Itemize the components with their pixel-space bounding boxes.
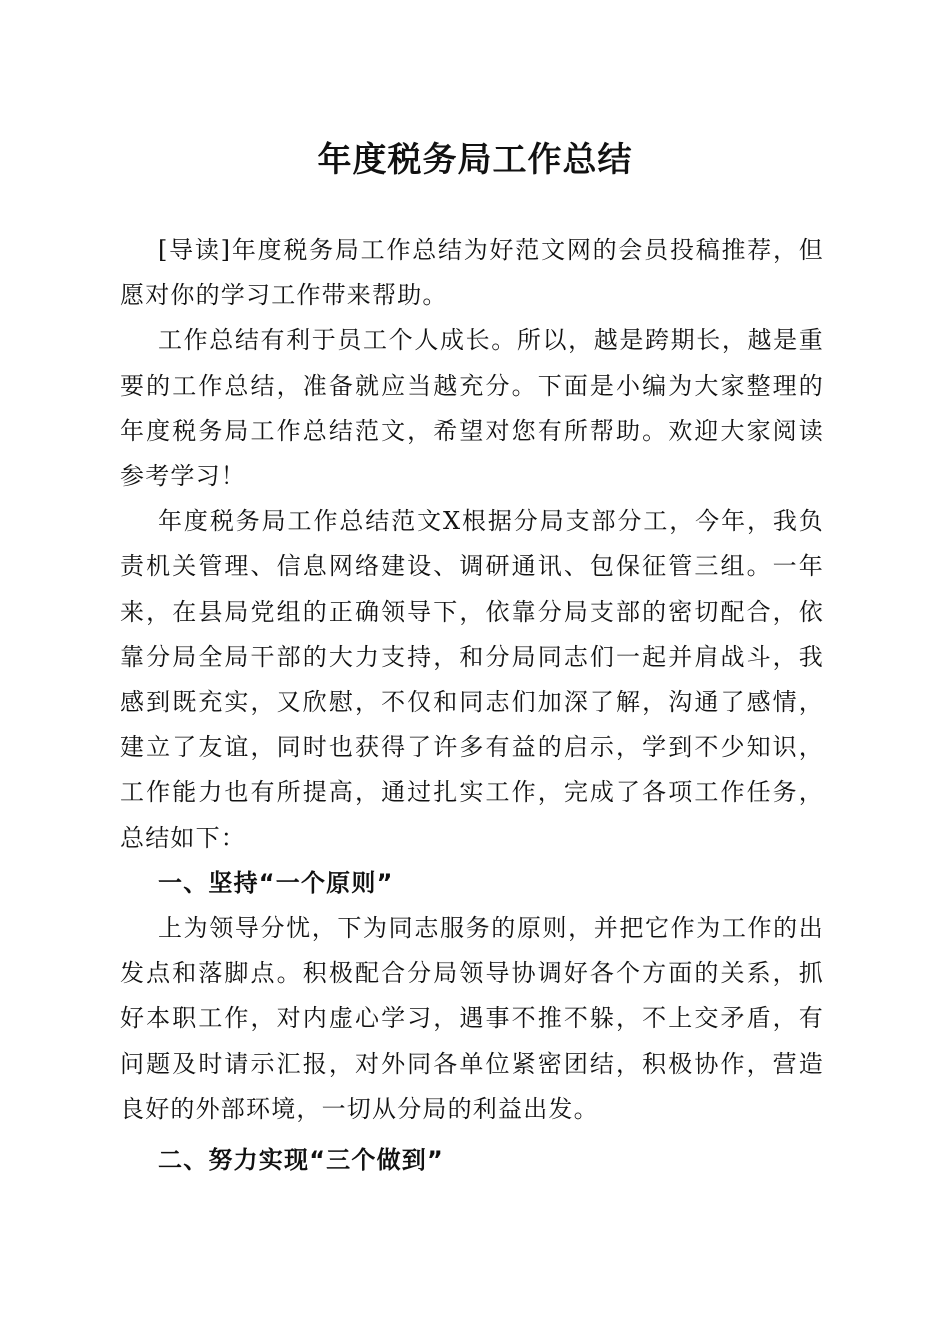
document-body — [120, 228, 824, 1183]
summary-paragraph: 工作总结有利于员工个人成长。所以，越是跨期长，越是重要的工作总结，准备就应当越充分。下面是小编为大家整理的年度税务局工作总结范文，希望对您有所帮助。欢迎大家阅读参考学习！ — [120, 326, 824, 491]
document-title: 年度税务局工作总结 — [317, 140, 633, 180]
main-paragraph: 年度税务局工作总结范文X根据分局支部分工，今年，我负责机关管理、信息网络建设、调研通讯、包保征管三组。一年来，在县局党组的正确领导下，依靠分局支部的密切配合，依靠分局全局干部的大力支持，和分局同志们一起并肩战斗，我感到既充实，又欣慰，不仅和同志们加深了解，沟通了感情，建立了友谊，同时也获得了许多有益的启示，学到不少知识，工作能力也有所提高，通过扎实工作，完成了各项工作任务，总结如下： — [120, 507, 824, 852]
section-heading-2: 二、努力实现“三个做到” — [158, 1146, 444, 1175]
section-heading-1: 一、坚持“一个原则” — [158, 868, 394, 897]
intro-paragraph: [导读]年度税务局工作总结为好范文网的会员投稿推荐，但愿对你的学习工作带来帮助。 — [120, 236, 824, 310]
section-1-paragraph: 上为领导分忧，下为同志服务的原则，并把它作为工作的出发点和落脚点。积极配合分局领导协调好各个方面的关系，抓好本职工作，对内虚心学习，遇事不推不躲，不上交矛盾，有问题及时请示汇报，对外同各单位紧密团结，积极协作，营造良好的外部环境，一切从分局的利益出发。 — [120, 914, 824, 1123]
